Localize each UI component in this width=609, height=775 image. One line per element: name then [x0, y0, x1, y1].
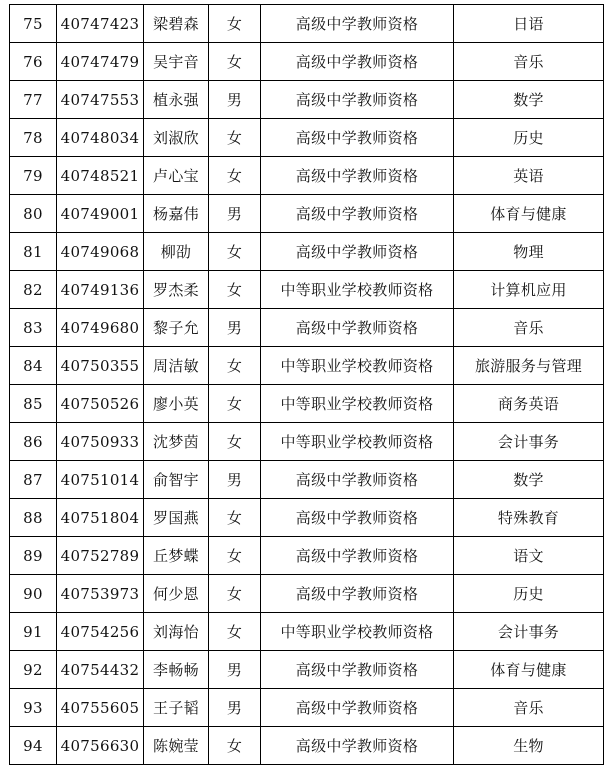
- subject-cell: 音乐: [454, 43, 604, 81]
- subject-cell: 计算机应用: [454, 271, 604, 309]
- subject-cell: 体育与健康: [454, 195, 604, 233]
- candidate-id-cell: 40747423: [57, 5, 144, 43]
- row-number-cell: 77: [10, 81, 57, 119]
- gender-cell: 男: [209, 195, 261, 233]
- candidate-id-cell: 40748034: [57, 119, 144, 157]
- table-row: [10, 195, 604, 233]
- candidate-name-cell: 植永强: [144, 81, 209, 119]
- candidate-id-cell: 40753973: [57, 575, 144, 613]
- candidate-name-cell: 罗国燕: [144, 499, 209, 537]
- qualification-cell: 高级中学教师资格: [261, 499, 454, 537]
- table-row: [10, 613, 604, 651]
- candidate-name-cell: 吴宇音: [144, 43, 209, 81]
- gender-cell: 男: [209, 309, 261, 347]
- subject-cell: 商务英语: [454, 385, 604, 423]
- table-row: [10, 385, 604, 423]
- qualification-cell: 中等职业学校教师资格: [261, 347, 454, 385]
- row-number-cell: 85: [10, 385, 57, 423]
- gender-cell: 女: [209, 43, 261, 81]
- table-row: [10, 689, 604, 727]
- candidate-name-cell: 沈梦茵: [144, 423, 209, 461]
- row-number-cell: 75: [10, 5, 57, 43]
- candidate-name-cell: 周洁敏: [144, 347, 209, 385]
- qualification-cell: 高级中学教师资格: [261, 233, 454, 271]
- gender-cell: 女: [209, 233, 261, 271]
- candidate-name-cell: 俞智宇: [144, 461, 209, 499]
- table-row: [10, 5, 604, 43]
- subject-cell: 物理: [454, 233, 604, 271]
- row-number-cell: 83: [10, 309, 57, 347]
- qualification-cell: 高级中学教师资格: [261, 195, 454, 233]
- candidate-id-cell: 40756630: [57, 727, 144, 765]
- gender-cell: 男: [209, 81, 261, 119]
- qualification-cell: 高级中学教师资格: [261, 119, 454, 157]
- qualification-cell: 中等职业学校教师资格: [261, 271, 454, 309]
- table-row: [10, 727, 604, 765]
- subject-cell: 历史: [454, 119, 604, 157]
- qualification-cell: 中等职业学校教师资格: [261, 613, 454, 651]
- candidate-name-cell: 罗杰柔: [144, 271, 209, 309]
- row-number-cell: 84: [10, 347, 57, 385]
- candidate-id-cell: 40754432: [57, 651, 144, 689]
- gender-cell: 女: [209, 271, 261, 309]
- subject-cell: 特殊教育: [454, 499, 604, 537]
- gender-cell: 女: [209, 537, 261, 575]
- candidate-id-cell: 40749068: [57, 233, 144, 271]
- roster-table: [9, 4, 604, 765]
- row-number-cell: 90: [10, 575, 57, 613]
- subject-cell: 旅游服务与管理: [454, 347, 604, 385]
- table-row: [10, 347, 604, 385]
- subject-cell: 数学: [454, 81, 604, 119]
- qualification-cell: 中等职业学校教师资格: [261, 385, 454, 423]
- table-row: [10, 271, 604, 309]
- candidate-id-cell: 40754256: [57, 613, 144, 651]
- table-row: [10, 499, 604, 537]
- row-number-cell: 93: [10, 689, 57, 727]
- qualification-cell: 高级中学教师资格: [261, 309, 454, 347]
- candidate-id-cell: 40749001: [57, 195, 144, 233]
- table-body: [10, 5, 604, 765]
- subject-cell: 历史: [454, 575, 604, 613]
- table-row: [10, 119, 604, 157]
- qualification-cell: 高级中学教师资格: [261, 81, 454, 119]
- candidate-name-cell: 何少恩: [144, 575, 209, 613]
- subject-cell: 日语: [454, 5, 604, 43]
- candidate-name-cell: 黎子允: [144, 309, 209, 347]
- subject-cell: 音乐: [454, 689, 604, 727]
- subject-cell: 语文: [454, 537, 604, 575]
- row-number-cell: 76: [10, 43, 57, 81]
- row-number-cell: 87: [10, 461, 57, 499]
- table-row: [10, 157, 604, 195]
- candidate-id-cell: 40749136: [57, 271, 144, 309]
- qualification-cell: 高级中学教师资格: [261, 157, 454, 195]
- candidate-name-cell: 杨嘉伟: [144, 195, 209, 233]
- row-number-cell: 86: [10, 423, 57, 461]
- candidate-id-cell: 40747553: [57, 81, 144, 119]
- row-number-cell: 79: [10, 157, 57, 195]
- candidate-id-cell: 40750355: [57, 347, 144, 385]
- gender-cell: 女: [209, 119, 261, 157]
- gender-cell: 女: [209, 157, 261, 195]
- candidate-name-cell: 刘淑欣: [144, 119, 209, 157]
- qualification-cell: 高级中学教师资格: [261, 689, 454, 727]
- table-row: [10, 233, 604, 271]
- candidate-id-cell: 40751804: [57, 499, 144, 537]
- candidate-id-cell: 40750526: [57, 385, 144, 423]
- row-number-cell: 78: [10, 119, 57, 157]
- table-row: [10, 309, 604, 347]
- candidate-name-cell: 柳劭: [144, 233, 209, 271]
- gender-cell: 男: [209, 461, 261, 499]
- gender-cell: 女: [209, 5, 261, 43]
- table-row: [10, 575, 604, 613]
- gender-cell: 女: [209, 499, 261, 537]
- row-number-cell: 82: [10, 271, 57, 309]
- qualification-cell: 高级中学教师资格: [261, 727, 454, 765]
- gender-cell: 女: [209, 613, 261, 651]
- gender-cell: 男: [209, 689, 261, 727]
- candidate-id-cell: 40747479: [57, 43, 144, 81]
- candidate-name-cell: 梁碧森: [144, 5, 209, 43]
- table-row: [10, 651, 604, 689]
- candidate-name-cell: 丘梦蝶: [144, 537, 209, 575]
- subject-cell: 生物: [454, 727, 604, 765]
- candidate-name-cell: 王子韬: [144, 689, 209, 727]
- subject-cell: 会计事务: [454, 613, 604, 651]
- qualification-cell: 高级中学教师资格: [261, 461, 454, 499]
- candidate-id-cell: 40748521: [57, 157, 144, 195]
- gender-cell: 女: [209, 385, 261, 423]
- qualification-cell: 高级中学教师资格: [261, 5, 454, 43]
- row-number-cell: 81: [10, 233, 57, 271]
- candidate-name-cell: 卢心宝: [144, 157, 209, 195]
- row-number-cell: 88: [10, 499, 57, 537]
- candidate-id-cell: 40750933: [57, 423, 144, 461]
- table-row: [10, 43, 604, 81]
- gender-cell: 女: [209, 423, 261, 461]
- row-number-cell: 91: [10, 613, 57, 651]
- candidate-id-cell: 40752789: [57, 537, 144, 575]
- gender-cell: 女: [209, 727, 261, 765]
- candidate-id-cell: 40751014: [57, 461, 144, 499]
- row-number-cell: 80: [10, 195, 57, 233]
- subject-cell: 数学: [454, 461, 604, 499]
- candidate-id-cell: 40749680: [57, 309, 144, 347]
- candidate-name-cell: 刘海怡: [144, 613, 209, 651]
- gender-cell: 男: [209, 651, 261, 689]
- candidate-name-cell: 廖小英: [144, 385, 209, 423]
- gender-cell: 女: [209, 575, 261, 613]
- candidate-id-cell: 40755605: [57, 689, 144, 727]
- table-row: [10, 81, 604, 119]
- qualification-cell: 中等职业学校教师资格: [261, 423, 454, 461]
- row-number-cell: 92: [10, 651, 57, 689]
- gender-cell: 女: [209, 347, 261, 385]
- table-row: [10, 537, 604, 575]
- table-row: [10, 461, 604, 499]
- qualification-cell: 高级中学教师资格: [261, 575, 454, 613]
- row-number-cell: 94: [10, 727, 57, 765]
- subject-cell: 音乐: [454, 309, 604, 347]
- qualification-cell: 高级中学教师资格: [261, 43, 454, 81]
- table-row: [10, 423, 604, 461]
- subject-cell: 会计事务: [454, 423, 604, 461]
- subject-cell: 体育与健康: [454, 651, 604, 689]
- row-number-cell: 89: [10, 537, 57, 575]
- subject-cell: 英语: [454, 157, 604, 195]
- candidate-name-cell: 李畅畅: [144, 651, 209, 689]
- qualification-cell: 高级中学教师资格: [261, 537, 454, 575]
- qualification-cell: 高级中学教师资格: [261, 651, 454, 689]
- candidate-name-cell: 陈婉莹: [144, 727, 209, 765]
